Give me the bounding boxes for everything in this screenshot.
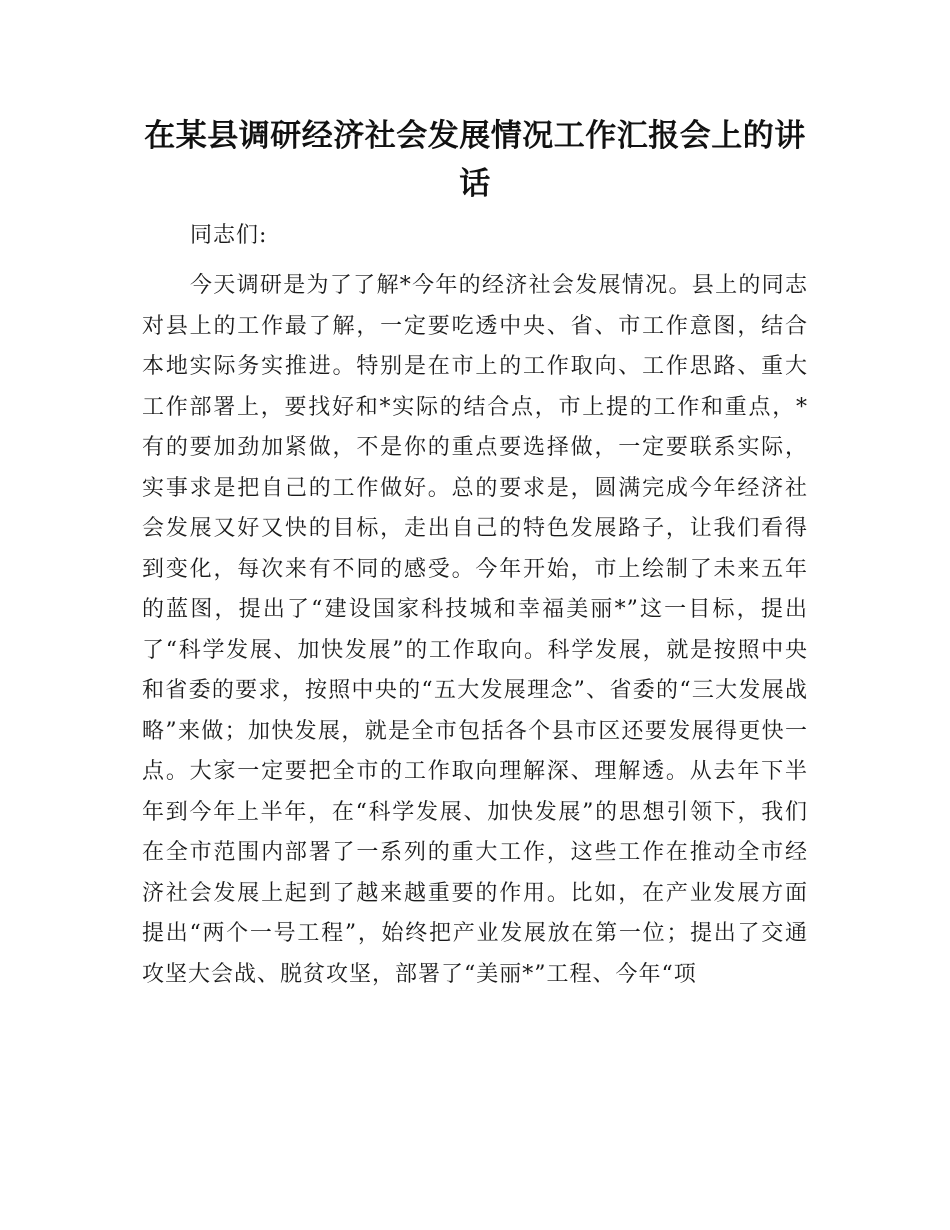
document-title: 在某县调研经济社会发展情况工作汇报会上的讲话 [144, 118, 806, 202]
salutation: 同志们: [190, 223, 268, 248]
body-paragraph: 今天调研是为了了解*今年的经济社会发展情况。县上的同志对县上的工作最了解，一定要吃透中央、省、市工作意图，结合本地实际务实推进。特别是在市上的工作取向、工作思路、重大工作部署上，要找好和*实际的结合点，市上提的工作和重点，*有的要加劲加紧做，不是你的重点要选择做，一定要联系实际，实事求是把自己的工作做好。总的要求是，圆满完成今年经济社会发展又好又快的目标，走出自己的特色发展路子，让我们看得到变化，每次来有不同的感受。今年开始，市上绘制了未来五年的蓝图，提出了“建设国家科技城和幸福美丽*”这一目标，提出了“科学发展、加快发展”的工作取向。科学发展，就是按照中央和省委的要求，按照中央的“五大发展理念”、省委的“三大发展战略”来做；加快发展，就是全市包括各个县市区还要发展得更快一点。大家一定要把全市的工作取向理解深、理解透。从去年下半年到今年上半年，在“科学发展、加快发展”的思想引领下，我们在全市范围内部署了一系列的重大工作，这些工作在推动全市经济社会发展上起到了越来越重要的作用。比如，在产业发展方面提出“两个一号工程”，始终把产业发展放在第一位；提出了交通攻坚大会战、脱贫攻坚，部署了“美丽*”工程、今年“项 [142, 273, 808, 987]
